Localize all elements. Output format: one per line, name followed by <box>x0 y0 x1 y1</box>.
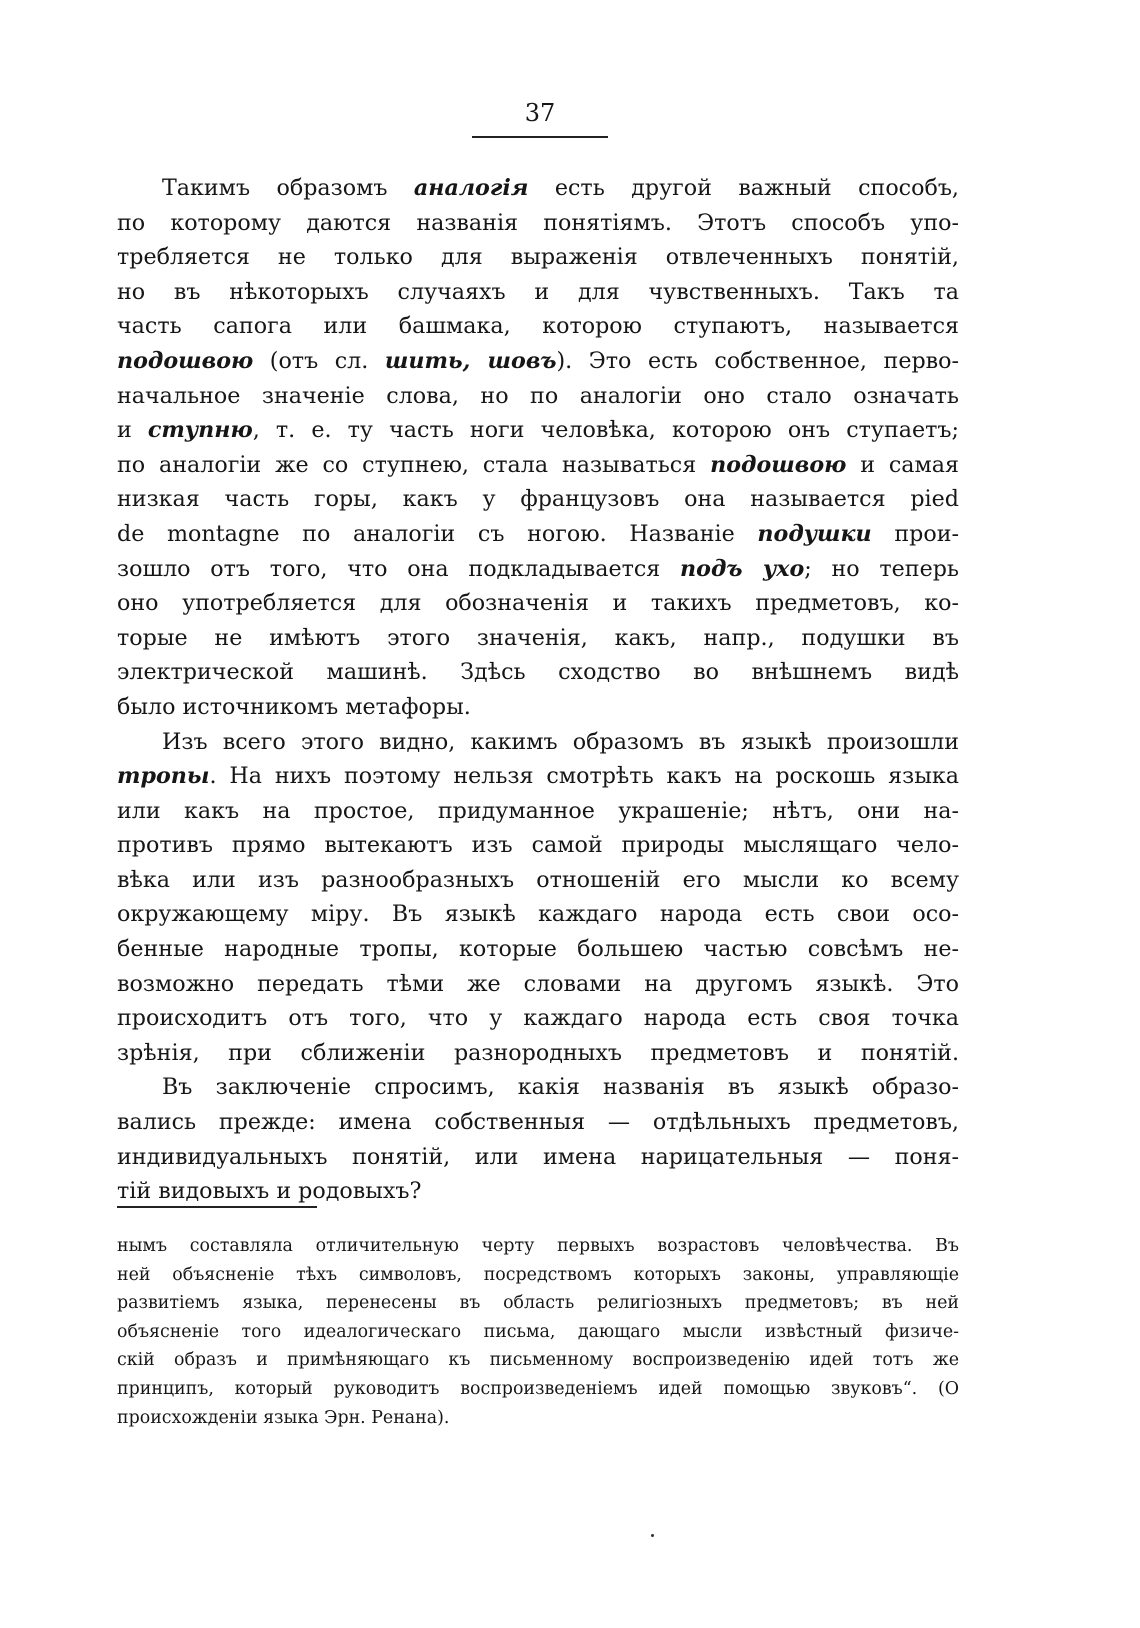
text-line: de montagne по аналогіи съ ногою. Названіе подушки прои- <box>117 520 959 547</box>
paragraph-1 <box>117 171 959 725</box>
text-line: зошло отъ того, что она подкладывается подъ ухо; но теперь <box>117 555 959 582</box>
footnote-line: принципъ, который руководитъ воспроизведеніемъ идей помощью звуковъ“. (О <box>117 1378 959 1399</box>
text-line: или какъ на простое, придуманное украшеніе; нѣтъ, они на- <box>117 797 959 824</box>
text-line: Такимъ образомъ аналогія есть другой важный способъ, <box>162 175 959 201</box>
text-line: требляется не только для выраженія отвлеченныхъ понятій, <box>117 244 959 271</box>
footnote-line: скій образъ и примѣняющаго къ письменному воспроизведенію идей тотъ же <box>117 1350 959 1371</box>
text-line: вѣка или изъ разнообразныхъ отношеній его мысли ко всему <box>117 866 959 893</box>
page-number: 37 <box>524 99 556 127</box>
text-line: подошвою (отъ сл. шить, шовъ). Это есть собственное, перво- <box>117 347 959 374</box>
footnote-line: ней объясненіе тѣхъ символовъ, посредствомъ которыхъ законы, управляющіе <box>117 1264 959 1285</box>
footnote-line: происхожденіи языка Эрн. Ренана). <box>117 1407 450 1428</box>
text-line: но въ нѣкоторыхъ случаяхъ и для чувственныхъ. Такъ та <box>117 278 959 305</box>
text-line: и ступню, т. е. ту часть ноги человѣка, которою онъ ступаетъ; <box>117 417 959 444</box>
header-rule <box>472 136 608 138</box>
footnote-line: объясненіе того идеалогическаго письма, дающаго мысли извѣстный физиче- <box>117 1321 959 1342</box>
main-text <box>117 171 959 1209</box>
text-line: вались прежде: имена собственныя — отдѣльныхъ предметовъ, <box>117 1109 959 1136</box>
text-line: низкая часть горы, какъ у французовъ она называется pied <box>117 486 959 513</box>
text-line: зрѣнія, при сближеніи разнородныхъ предметовъ и понятій. <box>117 1039 959 1066</box>
text-line: бенные народные тропы, которые большею частью совсѣмъ не- <box>117 936 959 963</box>
paragraph-3 <box>117 1070 959 1208</box>
footnote <box>117 1232 959 1432</box>
text-line: по которому даются названія понятіямъ. Этотъ способъ упо- <box>117 209 959 236</box>
text-line: происходитъ отъ того, что у каждаго народа есть своя точка <box>117 1005 959 1032</box>
text-line: начальное значеніе слова, но по аналогіи оно стало означать <box>117 382 959 409</box>
footnote-line: развитіемъ языка, перенесены въ область религіозныхъ предметовъ; въ ней <box>117 1293 959 1314</box>
text-line: было источникомъ метафоры. <box>117 693 471 720</box>
text-line: Въ заключеніе спросимъ, какія названія въ языкѣ образо- <box>162 1074 959 1101</box>
footnote-rule <box>117 1206 317 1208</box>
text-line: тій видовыхъ и родовыхъ? <box>117 1178 422 1205</box>
paragraph-2 <box>117 725 959 1071</box>
text-line: противъ прямо вытекаютъ изъ самой природы мыслящаго чело- <box>117 832 959 859</box>
text-line: по аналогіи же со ступнею, стала называться подошвою и самая <box>117 451 959 478</box>
footnote-line: нымъ составляла отличительную черту первыхъ возрастовъ человѣчества. Въ <box>117 1236 959 1256</box>
text-line: оно употребляется для обозначенія и такихъ предметовъ, ко- <box>117 590 959 617</box>
text-line: Изъ всего этого видно, какимъ образомъ въ языкѣ произошли <box>162 728 959 755</box>
text-line: индивидуальныхъ понятій, или имена нарицательныя — поня- <box>117 1143 959 1170</box>
text-line: возможно передать тѣми же словами на другомъ языкѣ. Это <box>117 970 959 997</box>
print-speck <box>651 1534 654 1537</box>
text-line: электрической машинѣ. Здѣсь сходство во внѣшнемъ видѣ <box>117 659 959 686</box>
text-line: тропы. На нихъ поэтому нельзя смотрѣть какъ на роскошь языка <box>117 763 959 790</box>
text-line: окружающему міру. Въ языкѣ каждаго народа есть свои осо- <box>117 901 959 928</box>
text-line: часть сапога или башмака, которою ступаютъ, называется <box>117 313 959 340</box>
text-line: торые не имѣютъ этого значенія, какъ, напр., подушки въ <box>117 624 959 651</box>
